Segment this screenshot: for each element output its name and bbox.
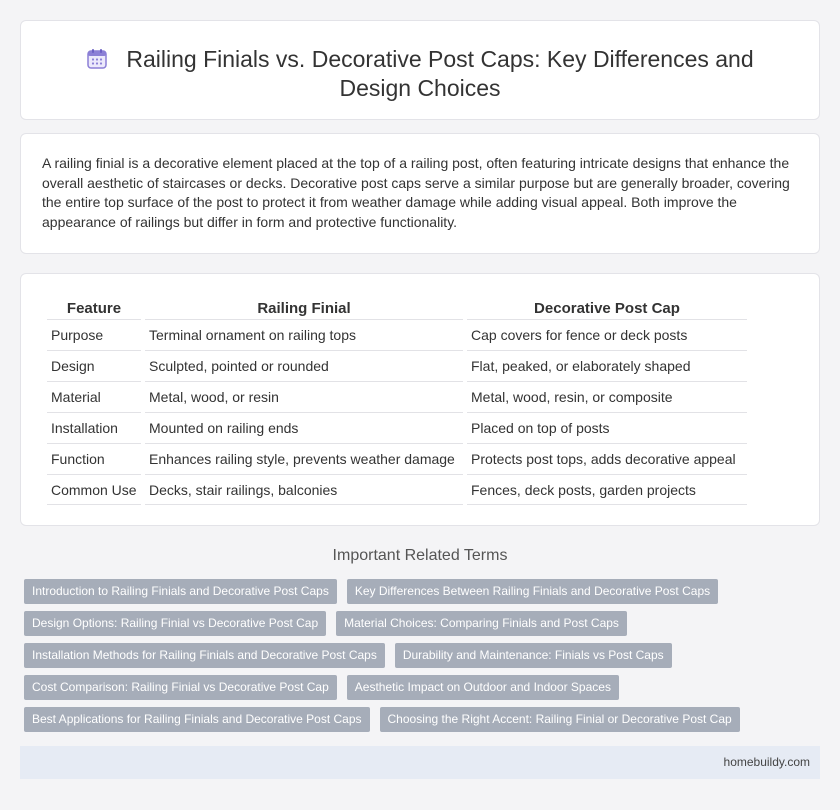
tag-row (24, 611, 824, 643)
table-cell: Sculpted, pointed or rounded (145, 350, 463, 381)
table-cell: Installation (47, 412, 141, 443)
related-term-tag[interactable]: Cost Comparison: Railing Finial vs Decorative Post Cap (24, 675, 337, 700)
table-row (47, 381, 747, 412)
column-header: Railing Finial (257, 300, 351, 317)
title-line-2: Design Choices (339, 75, 501, 101)
table-row (47, 319, 747, 350)
related-term-tag[interactable]: Introduction to Railing Finials and Decorative Post Caps (24, 579, 337, 604)
table-cell: Fences, deck posts, garden projects (467, 474, 747, 505)
tag-row (24, 579, 824, 611)
tag-row (24, 707, 824, 739)
tag-row (24, 643, 824, 675)
table-cell: Design (47, 350, 141, 381)
related-term-tag[interactable]: Installation Methods for Railing Finials and Decorative Post Caps (24, 643, 385, 668)
table-cell: Common Use (47, 474, 141, 505)
related-terms-list (24, 579, 824, 739)
table-cell: Purpose (47, 319, 141, 350)
column-header: Feature (66, 300, 122, 317)
table-header-row (47, 296, 747, 319)
table-row (47, 474, 747, 505)
related-term-tag[interactable]: Best Applications for Railing Finials and Decorative Post Caps (24, 707, 370, 732)
related-term-tag[interactable]: Durability and Maintenance: Finials vs Post Caps (395, 643, 672, 668)
header-card (20, 20, 820, 120)
footer-site-link[interactable]: homebuildy.com (723, 755, 810, 769)
table-cell: Metal, wood, resin, or composite (467, 381, 747, 412)
intro-paragraph: A railing finial is a decorative element placed at the top of a railing post, often featuring intricate designs that enhance the overall aesthetic of staircases or decks. Decorative post caps serve a similar purpose but are generally broader, covering the entire top surface of the post to protect it from weather damage while adding visual appeal. Both improve the appearance of railings but differ in form and protective functionality. (42, 155, 790, 230)
comparison-table-card (20, 273, 820, 526)
table-cell: Decks, stair railings, balconies (145, 474, 463, 505)
related-term-tag[interactable]: Choosing the Right Accent: Railing Finial or Decorative Post Cap (380, 707, 740, 732)
table-cell: Protects post tops, adds decorative appeal (467, 443, 747, 474)
table-cell: Placed on top of posts (467, 412, 747, 443)
table-cell: Cap covers for fence or deck posts (467, 319, 747, 350)
comparison-table (43, 296, 751, 505)
tag-row (24, 675, 824, 707)
table-cell: Mounted on railing ends (145, 412, 463, 443)
related-term-tag[interactable]: Material Choices: Comparing Finials and Post Caps (336, 611, 627, 636)
table-cell: Enhances railing style, prevents weather damage (145, 443, 463, 474)
page-title (21, 45, 819, 103)
table-cell: Metal, wood, or resin (145, 381, 463, 412)
related-terms-heading: Important Related Terms (332, 547, 508, 564)
table-cell: Terminal ornament on railing tops (145, 319, 463, 350)
table-row (47, 350, 747, 381)
table-cell: Function (47, 443, 141, 474)
title-line-1: Railing Finials vs. Decorative Post Caps: Key Differences and (126, 46, 754, 72)
related-term-tag[interactable]: Aesthetic Impact on Outdoor and Indoor Spaces (347, 675, 619, 700)
table-row (47, 443, 747, 474)
table-cell: Flat, peaked, or elaborately shaped (467, 350, 747, 381)
calendar-icon (86, 48, 108, 70)
table-row (47, 412, 747, 443)
intro-card (20, 133, 820, 254)
column-header: Decorative Post Cap (534, 300, 680, 317)
related-term-tag[interactable]: Design Options: Railing Finial vs Decorative Post Cap (24, 611, 326, 636)
related-term-tag[interactable]: Key Differences Between Railing Finials and Decorative Post Caps (347, 579, 718, 604)
table-cell: Material (47, 381, 141, 412)
footer (20, 746, 820, 779)
